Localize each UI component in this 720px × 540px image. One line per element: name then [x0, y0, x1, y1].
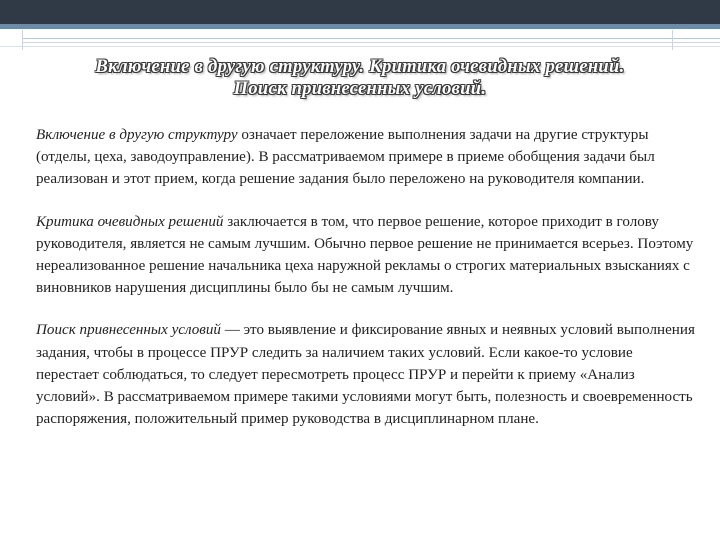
decor-rule: [672, 30, 673, 50]
term-inclusion: Включение в другую структуру: [36, 127, 238, 143]
top-bar-accent: [0, 24, 720, 29]
slide-body: [36, 124, 696, 450]
slide-title-line-1: Включение в другую структуру. Критика очевидных решений.: [95, 57, 625, 77]
paragraph-text: означает переложение выполнения задачи на другие структуры (отделы, цеха, заводоуправление). В рассматриваемом примере в приеме обобщения задачи был реализован и этот прием, когда решение задания было переложено на руководителя компании.: [36, 127, 655, 188]
term-conditions: Поиск привнесенных условий: [36, 322, 221, 339]
paragraph-inclusion: [36, 124, 696, 191]
paragraph-text: заключается в том, что первое решение, которое приходит в голову руководителя, является не самым лучшим. Обычно первое решение не принимается всерьез. Поэтому нереализованное решение начальника цеха наружной рекламы о строгих материальных взысканиях с виновников нарушения дисциплины было бы не самым лучшим.: [36, 213, 694, 297]
term-critique: Критика очевидных решений: [36, 213, 224, 230]
decor-stripe: [22, 42, 720, 43]
decor-stripe: [22, 38, 720, 39]
paragraph-text: — это выявление и фиксирование явных и неявных условий выполнения задания, чтобы в процессе ПРУР следить за наличием таких условий. Если какое-то условие перестает соблюдаться, то следует пересмотреть процесс ПРУР и перейти к приему «Анализ условий». В рассматриваемом примере такими условиями могут быть, полезность и своевременность распоряжения, положительный пример руководства в дисциплинарном плане.: [36, 322, 695, 428]
slide-title: [30, 56, 690, 100]
decor-rule: [22, 30, 23, 50]
top-bar: [0, 0, 720, 24]
paragraph-critique: [36, 211, 696, 300]
paragraph-conditions: [36, 319, 696, 430]
decor-stripe: [0, 46, 720, 47]
slide-title-line-2: Поиск привнесенных условий.: [233, 79, 487, 99]
